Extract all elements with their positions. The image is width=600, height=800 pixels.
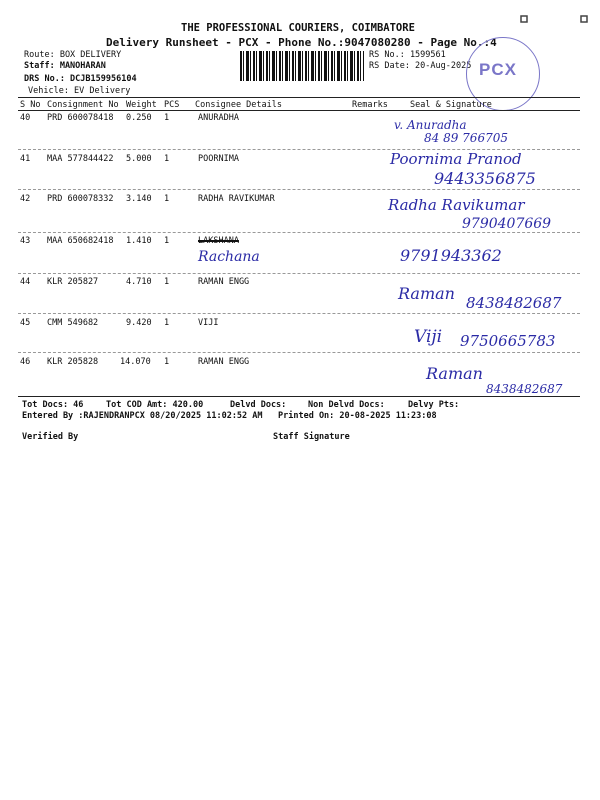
row-weight: 14.070 (120, 357, 151, 367)
signature-name: Radha Ravikumar (388, 196, 525, 214)
row-consignment: MAA 577844422 (47, 154, 114, 164)
row-consignee-struck: LAKSHANA (198, 236, 239, 246)
row-weight: 1.410 (126, 236, 152, 246)
table-header-rule (18, 110, 580, 111)
corner-mark-left (520, 8, 528, 16)
row-consignment: PRD 600078332 (47, 194, 114, 204)
vehicle-label: Vehicle: EV Delivery (28, 86, 131, 96)
row-pcs: 1 (164, 194, 170, 204)
row-divider (18, 352, 580, 353)
col-consignment: Consignment No (47, 100, 119, 110)
row-pcs: 1 (164, 113, 170, 123)
row-sno: 42 (20, 194, 31, 204)
printed-on: Printed On: 20-08-2025 11:23:08 (278, 411, 437, 421)
row-consignee: RADHA RAVIKUMAR (198, 194, 275, 204)
row-sno: 43 (20, 236, 31, 246)
delivery-points: Delvy Pts: (408, 400, 460, 410)
row-consignment: KLR 205827 (47, 277, 99, 287)
row-consignee: VIJI (198, 318, 219, 328)
row-weight: 4.710 (126, 277, 152, 287)
company-title: THE PROFESSIONAL COURIERS, COIMBATORE (181, 22, 415, 34)
row-consignment: KLR 205828 (47, 357, 99, 367)
signature-phone: 9790407669 (462, 216, 552, 232)
row-weight: 5.000 (126, 154, 152, 164)
row-consignment: CMM 549682 (47, 318, 99, 328)
row-consignment: PRD 600078418 (47, 113, 114, 123)
row-pcs: 1 (164, 357, 170, 367)
rs-date: RS Date: 20-Aug-2025 (369, 61, 472, 71)
row-weight: 3.140 (126, 194, 152, 204)
staff-label: Staff: MANOHARAN (24, 61, 106, 71)
signature-phone: 8438482687 (466, 294, 562, 312)
col-weight: Weight (126, 100, 157, 110)
signature-phone: 84 89 766705 (424, 131, 508, 145)
signature-name: Raman (398, 284, 455, 303)
signature-name: v. Anuradha (394, 118, 467, 132)
pcx-stamp: PCX (466, 37, 540, 111)
row-consignee: RAMAN ENGG (198, 357, 250, 367)
consignee-handwritten-correction: Rachana (198, 249, 260, 265)
row-sno: 44 (20, 277, 31, 287)
row-divider (18, 232, 580, 233)
signature-name: Viji (414, 327, 443, 347)
row-pcs: 1 (164, 318, 170, 328)
row-consignment: MAA 650682418 (47, 236, 114, 246)
verified-by-label: Verified By (22, 432, 79, 442)
row-sno: 41 (20, 154, 31, 164)
signature-phone: 8438482687 (486, 382, 563, 396)
barcode-image (240, 51, 364, 81)
col-remarks: Remarks (352, 100, 388, 110)
row-consignee: POORNIMA (198, 154, 239, 164)
corner-mark-right (580, 8, 588, 16)
route-label: Route: BOX DELIVERY (24, 50, 122, 60)
signature-phone: 9791943362 (400, 246, 502, 265)
row-consignee: ANURADHA (198, 113, 239, 123)
col-consignee: Consignee Details (195, 100, 282, 110)
total-cod-amount: Tot COD Amt: 420.00 (106, 400, 204, 410)
col-sno: S No (20, 100, 41, 110)
entered-by: Entered By :RAJENDRANPCX 08/20/2025 11:02:52 AM (22, 411, 263, 421)
row-weight: 9.420 (126, 318, 152, 328)
row-pcs: 1 (164, 236, 170, 246)
runsheet-subtitle: Delivery Runsheet - PCX - Phone No.:9047080280 - Page No.:4 (106, 36, 497, 49)
rs-number: RS No.: 1599561 (369, 50, 446, 60)
row-divider (18, 189, 580, 190)
row-pcs: 1 (164, 154, 170, 164)
signature-name: Poornima Pranod (390, 150, 522, 168)
signature-phone: 9750665783 (460, 332, 556, 350)
table-bottom-rule (18, 396, 580, 397)
total-docs: Tot Docs: 46 (22, 400, 84, 410)
col-pcs: PCS (164, 100, 180, 110)
delivered-docs: Delvd Docs: (230, 400, 287, 410)
row-divider (18, 273, 580, 274)
row-divider (18, 313, 580, 314)
row-sno: 46 (20, 357, 31, 367)
signature-phone: 9443356875 (434, 169, 536, 188)
row-sno: 45 (20, 318, 31, 328)
row-pcs: 1 (164, 277, 170, 287)
staff-signature-label: Staff Signature (273, 432, 350, 442)
col-seal-signature: Seal & Signature (410, 100, 492, 110)
row-consignee: RAMAN ENGG (198, 277, 250, 287)
table-top-rule (18, 97, 580, 98)
signature-name: Raman (426, 364, 483, 383)
row-weight: 0.250 (126, 113, 152, 123)
non-delivered-docs: Non Delvd Docs: (308, 400, 385, 410)
drs-number: DRS No.: DCJB159956104 (24, 74, 137, 84)
row-sno: 40 (20, 113, 31, 123)
